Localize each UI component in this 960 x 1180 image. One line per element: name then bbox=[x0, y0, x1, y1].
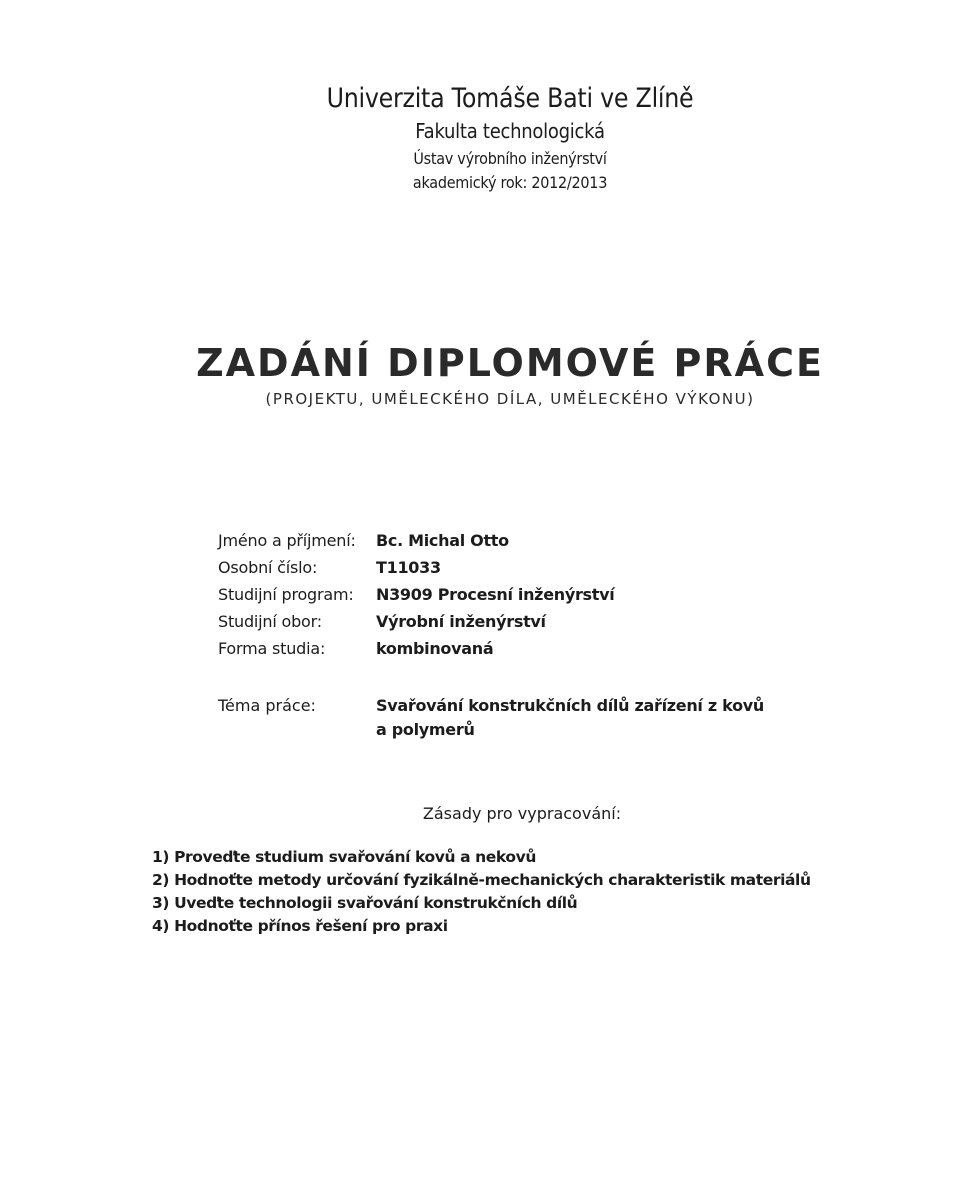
document-header bbox=[0, 82, 960, 194]
info-value: T11033 bbox=[376, 558, 441, 577]
student-info-table bbox=[218, 527, 858, 662]
list-item: 1) Proveďte studium svařování kovů a nekovů bbox=[152, 848, 536, 866]
principles-list bbox=[152, 846, 872, 938]
info-value: kombinovaná bbox=[376, 639, 494, 658]
info-label: Forma studia: bbox=[218, 639, 326, 658]
document-title: ZADÁNÍ DIPLOMOVÉ PRÁCE bbox=[196, 341, 824, 385]
list-item: 3) Uveďte technologii svařování konstrukčních dílů bbox=[152, 894, 578, 912]
university-name: Univerzita Tomáše Bati ve Zlíně bbox=[326, 83, 694, 114]
topic-label: Téma práce: bbox=[218, 696, 316, 715]
info-row-name bbox=[218, 527, 858, 554]
info-row-personal-number bbox=[218, 554, 858, 581]
institute-name: Ústav výrobního inženýrství bbox=[413, 149, 607, 168]
document-subtitle: (PROJEKTU, UMĚLECKÉHO DÍLA, UMĚLECKÉHO VÝKONU) bbox=[265, 390, 755, 408]
title-block bbox=[0, 338, 960, 410]
info-value: Bc. Michal Otto bbox=[376, 531, 509, 550]
info-value: N3909 Procesní inženýrství bbox=[376, 585, 615, 604]
info-label: Studijní obor: bbox=[218, 612, 322, 631]
info-label: Jméno a příjmení: bbox=[218, 531, 356, 550]
list-item: 4) Hodnoťte přínos řešení pro praxi bbox=[152, 917, 448, 935]
principles-heading: Zásady pro vypracování: bbox=[422, 804, 622, 823]
academic-year: akademický rok: 2012/2013 bbox=[412, 173, 608, 192]
list-item: 2) Hodnoťte metody určování fyzikálně-mechanických charakteristik materiálů bbox=[152, 871, 811, 889]
faculty-name: Fakulta technologická bbox=[415, 119, 605, 143]
thesis-topic bbox=[218, 694, 818, 742]
info-label: Studijní program: bbox=[218, 585, 354, 604]
info-row-study-form bbox=[218, 635, 858, 662]
info-value: Výrobní inženýrství bbox=[376, 612, 546, 631]
info-label: Osobní číslo: bbox=[218, 558, 318, 577]
info-row-study-field bbox=[218, 608, 858, 635]
topic-value: Svařování konstrukčních dílů zařízení z kovů a polymerů bbox=[376, 696, 764, 739]
info-row-study-program bbox=[218, 581, 858, 608]
